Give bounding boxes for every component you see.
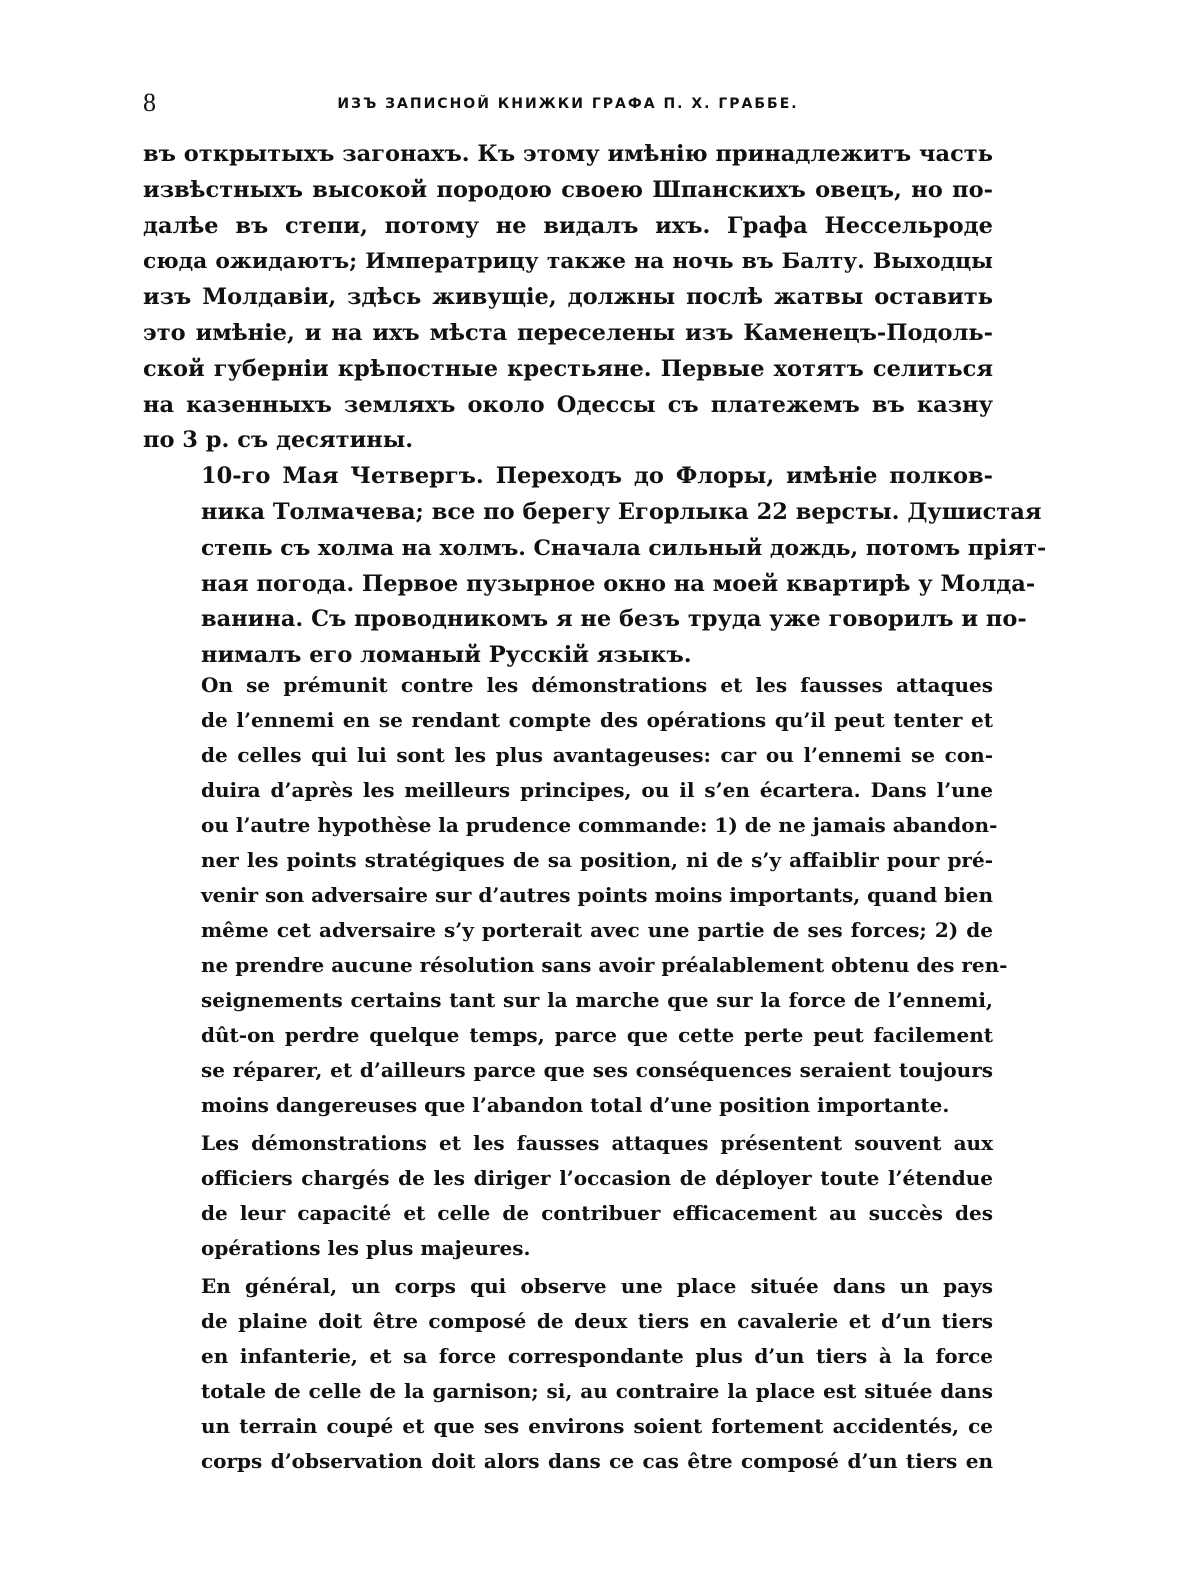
russian-diary-entry [143, 459, 1047, 674]
text-line: далѣе въ степи, потому не видалъ ихъ. Графа Нессельроде [143, 212, 993, 239]
page-number: 8 [143, 88, 156, 117]
russian-text [143, 137, 1047, 674]
text-line: officiers chargés de les diriger l’occasion de déployer toute l’étendue [201, 1166, 993, 1190]
french-paragraph [143, 668, 1008, 1123]
text-line: en infanterie, et sa force correspondante plus d’un tiers à la force [201, 1344, 993, 1368]
text-line: Les démonstrations et les fausses attaques présentent souvent aux [201, 1131, 993, 1155]
text-line: ской губерніи крѣпостные крестьяне. Первые хотятъ селиться [143, 355, 993, 382]
french-paragraph [143, 1269, 993, 1479]
text-line: ванина. Съ проводникомъ я не безъ труда уже говорилъ и по- [201, 606, 1027, 633]
text-line: En général, un corps qui observe une place située dans un pays [201, 1274, 993, 1298]
text-line: нималъ его ломаный Русскій языкъ. [201, 642, 692, 669]
text-line: de leur capacité et celle de contribuer efficacement au succès des [201, 1201, 993, 1225]
text-line: ner les points stratégiques de sa position, ni de s’y affaiblir pour pré- [201, 848, 993, 872]
running-head [143, 88, 993, 118]
text-line: это имѣніе, и на ихъ мѣста переселены изъ Каменецъ-Подоль- [143, 319, 993, 346]
text-line: même cet adversaire s’y porterait avec une partie de ses forces; 2) de [201, 918, 993, 942]
text-line: ne prendre aucune résolution sans avoir préalablement obtenu des ren- [201, 953, 1008, 977]
text-line: corps d’observation doit alors dans ce cas être composé d’un tiers en [201, 1449, 993, 1473]
french-paragraph [143, 1126, 993, 1266]
text-line: на казенныхъ земляхъ около Одессы съ платежемъ въ казну [143, 391, 993, 418]
text-line: dût-on perdre quelque temps, parce que cette perte peut facilement [201, 1023, 993, 1047]
text-line: moins dangereuses que l’abandon total d’une position importante. [201, 1093, 950, 1117]
french-text [143, 668, 1008, 1479]
text-line: de celles qui lui sont les plus avantageuses: car ou l’ennemi se con- [201, 743, 993, 767]
text-line: изъ Молдавіи, здѣсь живущіе, должны послѣ жатвы оставить [143, 284, 993, 311]
text-line: venir son adversaire sur d’autres points moins importants, quand bien [201, 883, 993, 907]
text-line: de plaine doit être composé de deux tiers en cavalerie et d’un tiers [201, 1309, 993, 1333]
text-line: seignements certains tant sur la marche que sur la force de l’ennemi, [201, 988, 993, 1012]
text-line: se réparer, et d’ailleurs parce que ses conséquences seraient toujours [201, 1058, 993, 1082]
text-line: извѣстныхъ высокой породою своею Шпанскихъ овецъ, но по- [143, 176, 993, 203]
text-line: On se prémunit contre les démonstrations et les fausses attaques [201, 673, 993, 697]
text-line: duira d’après les meilleurs principes, ou il s’en écartera. Dans l’une [201, 778, 993, 802]
text-line: un terrain coupé et que ses environs soient fortement accidentés, ce [201, 1414, 993, 1438]
text-line: по 3 р. съ десятины. [143, 427, 414, 454]
text-line: 10-го Мая Четвергъ. Переходъ до Флоры, имѣніе полков- [201, 463, 993, 490]
text-line: степь съ холма на холмъ. Сначала сильный дождь, потомъ пріят- [201, 534, 1047, 561]
text-line: ou l’autre hypothèse la prudence commande: 1) de ne jamais abandon- [201, 813, 998, 837]
russian-continuation-paragraph [143, 137, 993, 459]
running-title: ИЗЪ ЗАПИСНОЙ КНИЖКИ ГРАФА П. Х. ГРАББЕ. [337, 96, 799, 112]
text-line: сюда ожидаютъ; Императрицу также на ночь въ Балту. Выходцы [143, 249, 993, 275]
text-line: opérations les plus majeures. [201, 1236, 531, 1260]
text-line: въ открытыхъ загонахъ. Къ этому имѣнію принадлежитъ часть [143, 141, 993, 167]
text-line: de l’ennemi en se rendant compte des opérations qu’il peut tenter et [201, 708, 993, 732]
text-line: ная погода. Первое пузырное окно на моей квартирѣ у Молда- [201, 570, 1036, 597]
text-line: ника Толмачева; все по берегу Егорлыка 22 версты. Душистая [201, 498, 1042, 525]
text-line: totale de celle de la garnison; si, au contraire la place est située dans [201, 1379, 993, 1403]
